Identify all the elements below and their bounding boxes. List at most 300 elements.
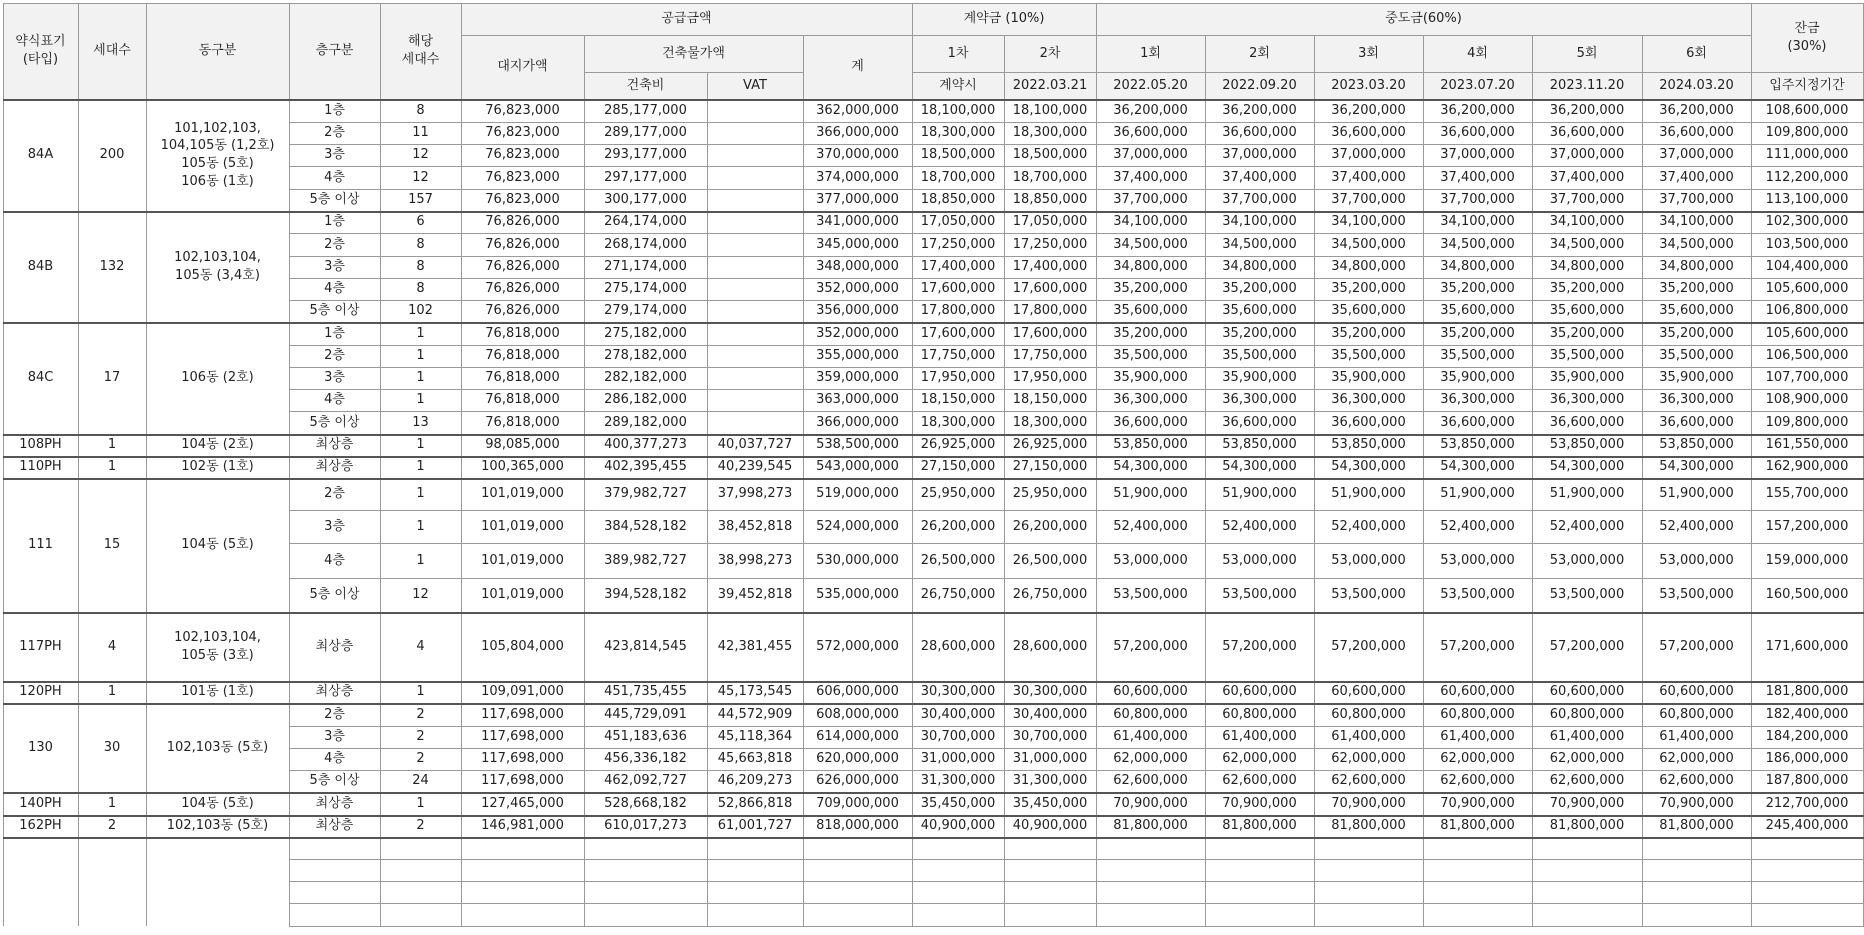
- floor-cell: 2층: [324, 706, 345, 722]
- interim-payment-cell: 36,600,000: [1331, 414, 1406, 430]
- grid-line: [289, 770, 1864, 771]
- interim-payment-cell: 36,300,000: [1440, 392, 1515, 408]
- type-cell: 84C: [27, 370, 54, 386]
- interim-payment-cell: 36,600,000: [1222, 125, 1297, 141]
- interim-payment-cell: 35,500,000: [1440, 348, 1515, 364]
- units-cell: 12: [412, 147, 429, 163]
- interim-payment-cell: 53,500,000: [1222, 587, 1297, 603]
- grid-line: [1096, 72, 1752, 73]
- interim-payment-cell: 53,850,000: [1331, 437, 1406, 453]
- interim-payment-cell: 36,300,000: [1549, 392, 1625, 408]
- land-price-cell: 98,085,000: [485, 437, 560, 453]
- households-cell: 4: [107, 638, 117, 654]
- deposit1-cell: 18,300,000: [920, 414, 996, 430]
- interim-payment-cell: 36,600,000: [1440, 414, 1515, 430]
- deposit2-cell: 26,200,000: [1012, 518, 1088, 534]
- grid-line: [3, 478, 1864, 480]
- total-price-cell: 535,000,000: [816, 587, 899, 603]
- interim-payment-cell: 70,900,000: [1331, 795, 1406, 811]
- floor-cell: 5층 이상: [309, 303, 360, 319]
- total-price-cell: 608,000,000: [816, 706, 899, 722]
- interim-payment-cell: 35,900,000: [1113, 370, 1188, 386]
- deposit1-cell: 26,750,000: [920, 587, 996, 603]
- floor-cell: 3층: [324, 729, 345, 745]
- deposit2-cell: 17,600,000: [1012, 325, 1088, 341]
- floor-cell: 2층: [324, 236, 345, 252]
- interim-payment-cell: 60,800,000: [1331, 706, 1406, 722]
- construction-cost-cell: 300,177,000: [604, 192, 687, 208]
- construction-cost-cell: 289,177,000: [604, 125, 687, 141]
- total-price-cell: 370,000,000: [816, 147, 899, 163]
- deposit2-cell: 25,950,000: [1012, 486, 1088, 502]
- land-price-cell: 117,698,000: [481, 729, 564, 745]
- interim-payment-cell: 37,700,000: [1331, 192, 1406, 208]
- interim-payment-cell: 53,500,000: [1659, 587, 1734, 603]
- header-land: 대지가액: [461, 35, 584, 99]
- interim-payment-cell: 61,400,000: [1659, 729, 1734, 745]
- grid-line: [461, 3, 462, 926]
- total-price-cell: 538,500,000: [816, 437, 899, 453]
- deposit1-cell: 35,450,000: [920, 795, 996, 811]
- total-price-cell: 345,000,000: [816, 236, 899, 252]
- vat-cell: [707, 389, 803, 411]
- vat-cell: [707, 166, 803, 189]
- units-cell: 1: [416, 518, 425, 534]
- balance-cell: 160,500,000: [1765, 587, 1849, 603]
- interim-payment-cell: 81,800,000: [1659, 818, 1734, 834]
- land-price-cell: 76,826,000: [485, 214, 560, 230]
- balance-cell: 104,400,000: [1765, 259, 1849, 275]
- land-price-cell: 76,823,000: [485, 192, 560, 208]
- balance-cell: 181,800,000: [1765, 684, 1849, 700]
- interim-payment-cell: 60,800,000: [1113, 706, 1188, 722]
- header-supply: 공급금액: [461, 3, 912, 35]
- interim-payment-cell: 35,200,000: [1549, 325, 1625, 341]
- construction-cost-cell: 275,182,000: [604, 325, 687, 341]
- interim-payment-cell: 36,600,000: [1222, 414, 1297, 430]
- vat-cell: 38,452,818: [717, 518, 793, 534]
- interim-payment-cell: 57,200,000: [1440, 638, 1515, 654]
- balance-cell: 162,900,000: [1765, 459, 1849, 475]
- interim-payment-cell: 53,850,000: [1440, 437, 1515, 453]
- header-units: 해당 세대수: [380, 3, 461, 99]
- deposit1-cell: 18,100,000: [920, 102, 996, 118]
- interim-payment-cell: 61,400,000: [1222, 729, 1297, 745]
- interim-payment-cell: 36,600,000: [1549, 414, 1625, 430]
- land-price-cell: 76,826,000: [485, 259, 560, 275]
- floor-cell: 4층: [324, 392, 345, 408]
- interim-payment-cell: 34,500,000: [1222, 236, 1297, 252]
- header-construction: 건축비: [584, 72, 707, 99]
- vat-cell: [707, 300, 803, 322]
- construction-cost-cell: 271,174,000: [604, 259, 687, 275]
- units-cell: 1: [416, 348, 425, 364]
- header-interim-date: 2023.03.20: [1314, 72, 1423, 99]
- interim-payment-cell: 53,000,000: [1659, 552, 1734, 568]
- land-price-cell: 100,365,000: [481, 459, 564, 475]
- deposit2-cell: 17,800,000: [1012, 303, 1088, 319]
- interim-payment-cell: 37,000,000: [1549, 147, 1625, 163]
- grid-line: [289, 3, 290, 926]
- building-cell: 106동 (2호): [181, 370, 254, 386]
- interim-payment-cell: 35,600,000: [1222, 303, 1297, 319]
- land-price-cell: 76,823,000: [485, 102, 560, 118]
- header-building: 동구분: [146, 3, 289, 99]
- construction-cost-cell: 278,182,000: [604, 348, 687, 364]
- grid-line: [289, 122, 1864, 123]
- interim-payment-cell: 60,800,000: [1440, 706, 1515, 722]
- construction-cost-cell: 400,377,273: [604, 437, 687, 453]
- grid-line: [1751, 72, 1864, 73]
- interim-payment-cell: 35,200,000: [1659, 325, 1734, 341]
- construction-cost-cell: 462,092,727: [604, 773, 687, 789]
- interim-payment-cell: 53,000,000: [1222, 552, 1297, 568]
- grid-line: [3, 792, 1864, 794]
- interim-payment-cell: 37,400,000: [1222, 169, 1297, 185]
- deposit2-cell: 17,250,000: [1012, 236, 1088, 252]
- deposit2-cell: 31,300,000: [1012, 773, 1088, 789]
- interim-payment-cell: 62,600,000: [1440, 773, 1515, 789]
- header-interim: 중도금(60%): [1096, 3, 1751, 35]
- total-price-cell: 519,000,000: [816, 486, 899, 502]
- deposit2-cell: 17,400,000: [1012, 259, 1088, 275]
- interim-payment-cell: 35,200,000: [1331, 325, 1406, 341]
- units-cell: 8: [416, 102, 425, 118]
- grid-line: [912, 3, 913, 926]
- interim-payment-cell: 51,900,000: [1222, 486, 1297, 502]
- interim-payment-cell: 57,200,000: [1113, 638, 1188, 654]
- interim-payment-cell: 37,400,000: [1113, 169, 1188, 185]
- grid-line: [3, 99, 1864, 101]
- units-cell: 2: [416, 729, 425, 745]
- deposit1-cell: 17,600,000: [920, 281, 996, 297]
- deposit1-cell: 17,950,000: [920, 370, 996, 386]
- floor-cell: 최상층: [315, 437, 354, 453]
- grid-line: [3, 612, 1864, 614]
- interim-payment-cell: 70,900,000: [1113, 795, 1188, 811]
- interim-payment-cell: 62,000,000: [1222, 751, 1297, 767]
- header-interim-date: 2022.09.20: [1205, 72, 1314, 99]
- balance-cell: 187,800,000: [1765, 773, 1849, 789]
- balance-cell: 111,000,000: [1765, 147, 1849, 163]
- deposit2-cell: 30,400,000: [1012, 706, 1088, 722]
- interim-payment-cell: 53,500,000: [1331, 587, 1406, 603]
- floor-cell: 최상층: [315, 459, 354, 475]
- type-cell: 84A: [27, 147, 54, 163]
- interim-payment-cell: 62,000,000: [1659, 751, 1734, 767]
- units-cell: 8: [416, 281, 425, 297]
- deposit1-cell: 25,950,000: [920, 486, 996, 502]
- vat-cell: [707, 122, 803, 144]
- interim-payment-cell: 37,400,000: [1440, 169, 1515, 185]
- type-cell: 162PH: [19, 818, 62, 834]
- deposit2-cell: 28,600,000: [1012, 638, 1088, 654]
- header-interim-label: 1회: [1096, 35, 1205, 72]
- floor-cell: 5층 이상: [309, 773, 360, 789]
- land-price-cell: 76,818,000: [485, 392, 560, 408]
- vat-cell: [707, 144, 803, 166]
- units-cell: 8: [416, 259, 425, 275]
- grid-line: [3, 211, 1864, 213]
- balance-cell: 157,200,000: [1765, 518, 1849, 534]
- units-cell: 1: [416, 392, 425, 408]
- total-price-cell: 352,000,000: [816, 325, 899, 341]
- building-cell: 104동 (2호): [181, 437, 254, 453]
- header-total: 계: [803, 35, 912, 99]
- floor-cell: 5층 이상: [309, 587, 360, 603]
- interim-payment-cell: 34,800,000: [1659, 259, 1734, 275]
- interim-payment-cell: 36,600,000: [1659, 414, 1734, 430]
- deposit2-cell: 26,750,000: [1012, 587, 1088, 603]
- interim-payment-cell: 62,000,000: [1113, 751, 1188, 767]
- interim-payment-cell: 34,100,000: [1440, 214, 1515, 230]
- grid-line: [3, 434, 1864, 436]
- balance-cell: 106,500,000: [1765, 348, 1849, 364]
- deposit2-cell: 17,050,000: [1012, 214, 1088, 230]
- interim-payment-cell: 34,500,000: [1331, 236, 1406, 252]
- header-interim-date: 2024.03.20: [1642, 72, 1751, 99]
- interim-payment-cell: 57,200,000: [1659, 638, 1734, 654]
- floor-cell: 5층 이상: [309, 414, 360, 430]
- floor-cell: 4층: [324, 169, 345, 185]
- interim-payment-cell: 35,900,000: [1659, 370, 1734, 386]
- deposit2-cell: 26,925,000: [1012, 437, 1088, 453]
- deposit2-cell: 30,700,000: [1012, 729, 1088, 745]
- interim-payment-cell: 62,600,000: [1659, 773, 1734, 789]
- grid-line: [289, 345, 1864, 346]
- land-price-cell: 76,823,000: [485, 169, 560, 185]
- interim-payment-cell: 60,800,000: [1549, 706, 1625, 722]
- building-cell: 102,103동 (5호): [166, 818, 269, 834]
- interim-payment-cell: 53,850,000: [1113, 437, 1188, 453]
- construction-cost-cell: 451,735,455: [604, 684, 687, 700]
- vat-cell: [707, 345, 803, 367]
- building-cell: 104동 (5호): [181, 795, 254, 811]
- land-price-cell: 76,826,000: [485, 236, 560, 252]
- interim-payment-cell: 34,800,000: [1331, 259, 1406, 275]
- grid-line: [289, 726, 1864, 727]
- vat-cell: 39,452,818: [717, 587, 793, 603]
- deposit2-cell: 18,700,000: [1012, 169, 1088, 185]
- interim-payment-cell: 62,600,000: [1222, 773, 1297, 789]
- interim-payment-cell: 53,000,000: [1440, 552, 1515, 568]
- interim-payment-cell: 51,900,000: [1659, 486, 1734, 502]
- units-cell: 1: [416, 684, 425, 700]
- deposit1-cell: 30,700,000: [920, 729, 996, 745]
- interim-payment-cell: 34,100,000: [1331, 214, 1406, 230]
- interim-payment-cell: 36,600,000: [1113, 414, 1188, 430]
- units-cell: 4: [416, 638, 425, 654]
- deposit1-cell: 17,400,000: [920, 259, 996, 275]
- units-cell: 24: [412, 773, 429, 789]
- floor-cell: 최상층: [315, 818, 354, 834]
- interim-payment-cell: 60,600,000: [1659, 684, 1734, 700]
- vat-cell: [707, 233, 803, 256]
- deposit2-cell: 17,600,000: [1012, 281, 1088, 297]
- households-cell: 2: [107, 818, 117, 834]
- households-cell: 1: [107, 795, 117, 811]
- balance-cell: 212,700,000: [1765, 795, 1849, 811]
- interim-payment-cell: 54,300,000: [1331, 459, 1406, 475]
- grid-line: [289, 926, 1864, 927]
- header-interim-label: 5회: [1532, 35, 1642, 72]
- vat-cell: 45,663,818: [717, 751, 793, 767]
- grid-line: [1751, 3, 1752, 926]
- vat-cell: [707, 278, 803, 300]
- interim-payment-cell: 54,300,000: [1659, 459, 1734, 475]
- interim-payment-cell: 52,400,000: [1113, 518, 1188, 534]
- interim-payment-cell: 34,800,000: [1113, 259, 1188, 275]
- interim-payment-cell: 35,200,000: [1113, 281, 1188, 297]
- grid-line: [1096, 3, 1097, 926]
- grid-line: [289, 859, 1864, 860]
- deposit1-cell: 27,150,000: [920, 459, 996, 475]
- deposit1-cell: 30,300,000: [920, 684, 996, 700]
- balance-cell: 105,600,000: [1765, 325, 1849, 341]
- households-cell: 15: [103, 537, 121, 553]
- interim-payment-cell: 37,700,000: [1440, 192, 1515, 208]
- header-building-price: 건축물가액: [584, 35, 803, 72]
- vat-cell: 44,572,909: [717, 706, 793, 722]
- interim-payment-cell: 57,200,000: [1549, 638, 1625, 654]
- total-price-cell: 572,000,000: [816, 638, 899, 654]
- header-deposit: 계약금 (10%): [912, 3, 1096, 35]
- balance-cell: 106,800,000: [1765, 303, 1849, 319]
- interim-payment-cell: 37,000,000: [1222, 147, 1297, 163]
- interim-payment-cell: 54,300,000: [1113, 459, 1188, 475]
- construction-cost-cell: 282,182,000: [604, 370, 687, 386]
- interim-payment-cell: 36,200,000: [1331, 102, 1406, 118]
- interim-payment-cell: 53,850,000: [1549, 437, 1625, 453]
- interim-payment-cell: 81,800,000: [1113, 818, 1188, 834]
- grid-line: [3, 681, 1864, 683]
- deposit1-cell: 17,600,000: [920, 325, 996, 341]
- balance-cell: 103,500,000: [1765, 236, 1849, 252]
- type-cell: 110PH: [19, 459, 62, 475]
- land-price-cell: 117,698,000: [481, 706, 564, 722]
- floor-cell: 2층: [324, 125, 345, 141]
- grid-line: [289, 233, 1864, 234]
- construction-cost-cell: 394,528,182: [604, 587, 687, 603]
- interim-payment-cell: 62,600,000: [1113, 773, 1188, 789]
- units-cell: 13: [412, 414, 429, 430]
- total-price-cell: 620,000,000: [816, 751, 899, 767]
- interim-payment-cell: 70,900,000: [1549, 795, 1625, 811]
- floor-cell: 1층: [324, 214, 345, 230]
- land-price-cell: 76,823,000: [485, 125, 560, 141]
- balance-cell: 108,600,000: [1765, 102, 1849, 118]
- interim-payment-cell: 37,400,000: [1659, 169, 1734, 185]
- total-price-cell: 614,000,000: [816, 729, 899, 745]
- land-price-cell: 76,818,000: [485, 348, 560, 364]
- total-price-cell: 626,000,000: [816, 773, 899, 789]
- grid-line: [289, 411, 1864, 412]
- interim-payment-cell: 34,100,000: [1113, 214, 1188, 230]
- deposit2-cell: 18,100,000: [1012, 102, 1088, 118]
- deposit1-cell: 18,500,000: [920, 147, 996, 163]
- units-cell: 12: [412, 169, 429, 185]
- building-cell: 102동 (1호): [181, 459, 254, 475]
- interim-payment-cell: 51,900,000: [1113, 486, 1188, 502]
- grid-line: [289, 903, 1864, 904]
- interim-payment-cell: 70,900,000: [1222, 795, 1297, 811]
- deposit1-cell: 26,925,000: [920, 437, 996, 453]
- interim-payment-cell: 36,200,000: [1549, 102, 1625, 118]
- interim-payment-cell: 53,850,000: [1659, 437, 1734, 453]
- interim-payment-cell: 53,500,000: [1113, 587, 1188, 603]
- total-price-cell: 341,000,000: [816, 214, 899, 230]
- deposit1-cell: 26,200,000: [920, 518, 996, 534]
- interim-payment-cell: 36,200,000: [1440, 102, 1515, 118]
- interim-payment-cell: 54,300,000: [1549, 459, 1625, 475]
- grid-line: [289, 256, 1864, 257]
- building-cell: 102,103,104, 105동 (3호): [174, 629, 261, 663]
- total-price-cell: 709,000,000: [816, 795, 899, 811]
- interim-payment-cell: 60,800,000: [1222, 706, 1297, 722]
- land-price-cell: 76,823,000: [485, 147, 560, 163]
- total-price-cell: 348,000,000: [816, 259, 899, 275]
- header-interim-date: 2022.05.20: [1096, 72, 1205, 99]
- balance-cell: 102,300,000: [1765, 214, 1849, 230]
- interim-payment-cell: 35,600,000: [1549, 303, 1625, 319]
- interim-payment-cell: 51,900,000: [1331, 486, 1406, 502]
- total-price-cell: 356,000,000: [816, 303, 899, 319]
- deposit1-cell: 18,300,000: [920, 125, 996, 141]
- grid-line: [289, 881, 1864, 882]
- interim-payment-cell: 70,900,000: [1659, 795, 1734, 811]
- interim-payment-cell: 36,300,000: [1659, 392, 1734, 408]
- balance-cell: 186,000,000: [1765, 751, 1849, 767]
- interim-payment-cell: 53,000,000: [1113, 552, 1188, 568]
- total-price-cell: 355,000,000: [816, 348, 899, 364]
- interim-payment-cell: 35,500,000: [1659, 348, 1734, 364]
- balance-cell: 113,100,000: [1765, 192, 1849, 208]
- floor-cell: 최상층: [315, 684, 354, 700]
- grid-line: [380, 3, 381, 926]
- total-price-cell: 366,000,000: [816, 125, 899, 141]
- header-dep1: 1차: [912, 35, 1004, 72]
- deposit1-cell: 17,250,000: [920, 236, 996, 252]
- total-price-cell: 362,000,000: [816, 102, 899, 118]
- interim-payment-cell: 35,900,000: [1440, 370, 1515, 386]
- interim-payment-cell: 37,700,000: [1659, 192, 1734, 208]
- balance-cell: 182,400,000: [1765, 706, 1849, 722]
- floor-cell: 1층: [324, 102, 345, 118]
- construction-cost-cell: 289,182,000: [604, 414, 687, 430]
- building-cell: 102,103,104, 105동 (3,4호): [174, 249, 261, 283]
- interim-payment-cell: 37,000,000: [1659, 147, 1734, 163]
- interim-payment-cell: 52,400,000: [1331, 518, 1406, 534]
- interim-payment-cell: 34,100,000: [1659, 214, 1734, 230]
- grid-line: [3, 3, 4, 926]
- vat-cell: 52,866,818: [717, 795, 793, 811]
- grid-line: [289, 510, 1864, 511]
- construction-cost-cell: 275,174,000: [604, 281, 687, 297]
- vat-cell: [707, 189, 803, 211]
- interim-payment-cell: 60,600,000: [1440, 684, 1515, 700]
- interim-payment-cell: 36,600,000: [1659, 125, 1734, 141]
- deposit2-cell: 40,900,000: [1012, 818, 1088, 834]
- construction-cost-cell: 423,814,545: [604, 638, 687, 654]
- interim-payment-cell: 81,800,000: [1549, 818, 1625, 834]
- land-price-cell: 76,826,000: [485, 303, 560, 319]
- vat-cell: 42,381,455: [717, 638, 793, 654]
- grid-line: [912, 72, 1097, 73]
- interim-payment-cell: 35,500,000: [1549, 348, 1625, 364]
- floor-cell: 4층: [324, 552, 345, 568]
- interim-payment-cell: 36,200,000: [1222, 102, 1297, 118]
- grid-line: [3, 837, 1864, 839]
